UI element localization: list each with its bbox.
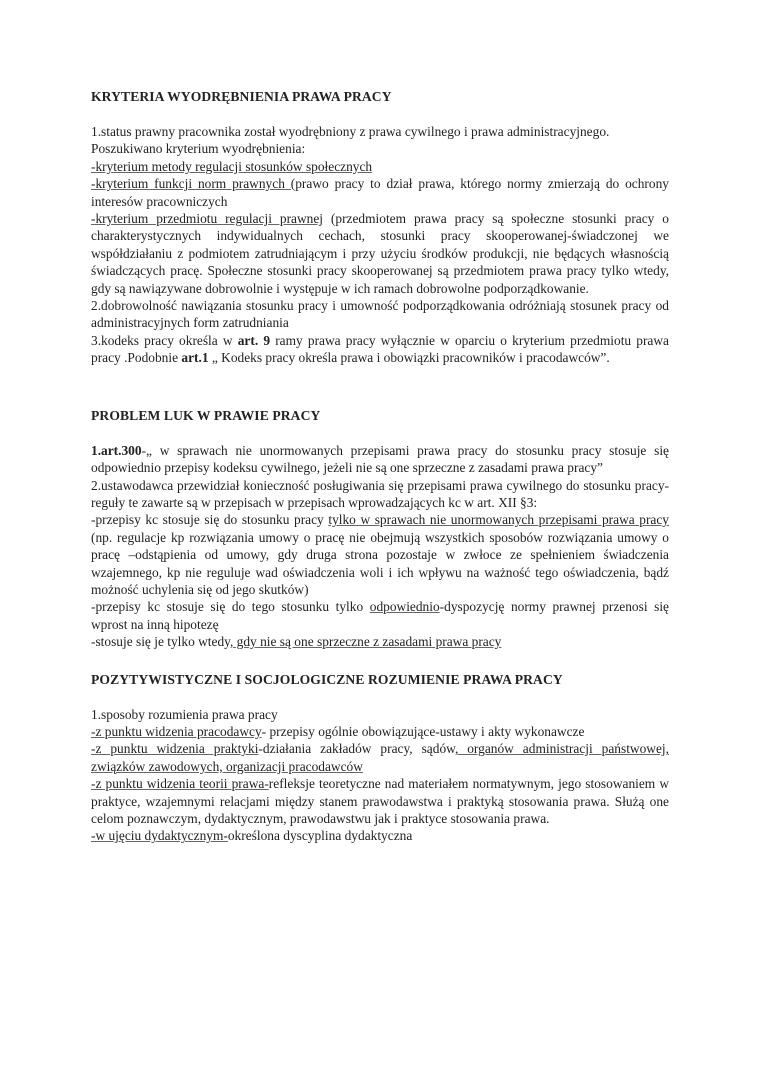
- heading-problem-luk: PROBLEM LUK W PRAWIE PRACY: [91, 407, 321, 423]
- s1-criterion-1-text: -kryterium metody regulacji stosunków społecznych: [91, 158, 373, 174]
- s1-criterion-1: [91, 158, 669, 175]
- s1-p4-art1: art.1: [181, 350, 209, 366]
- s1-criterion-2-desc: (prawo pracy to dział prawa, którego normy zmierzają do ochrony interesów pracowniczych: [91, 176, 669, 209]
- s3-item-3-term: -z punktu widzenia teorii prawa-: [91, 776, 269, 792]
- s3-item-1: [91, 723, 669, 740]
- s1-paragraph-4: [91, 332, 669, 367]
- s1-criterion-3-desc: (przedmiotem prawa pracy są społeczne stosunki pracy o charakterystycznych indywidualnych cechach, stosunki pracy skooperowanej-świadczonej we współdziałaniu z podmiotem zatrudniającym i przy użyciu środków produkcji, nie będących własnością świadczących pracę. Społeczne stosunki pracy skooperowanej są przedmiotem prawa pracy tylko wtedy, gdy są nawiązywane dobrowolnie i występuje w ich ramach dobrowolne podporządkowanie.: [91, 211, 669, 296]
- s3-item-3-desc: refleksje teoretyczne nad materiałem normatywnym, jego stosowaniem w praktyce, wzajemnymi relacjami między stanem prawodawstwa i praktyką stosowania prawa. Służą one celom poznawczym, dydaktycznym, prawodawstwu jak i praktyce stosowania prawa.: [91, 776, 669, 826]
- s2-p3-underlined: tylko w sprawach nie unormowanych przepisami prawa pracy: [328, 512, 670, 528]
- s1-p4-art9: art. 9: [237, 332, 271, 348]
- s1-criterion-3: [91, 210, 669, 297]
- s1-criterion-2-term: -kryterium funkcji norm prawnych: [91, 176, 291, 192]
- s3-item-2-term-2: , organów administracji państwowej, związków zawodowych, organizacji pracodawców: [91, 741, 669, 774]
- s2-p1-text: -„ w sprawach nie unormowanych przepisami prawa pracy do stosunku pracy stosuje się odpowiednio przepisy kodeksu cywilnego, jeżeli nie są one sprzeczne z zasadami prawa pracy”: [91, 442, 669, 476]
- s2-paragraph-5: [91, 633, 669, 650]
- s1-p4-part-a: 3.kodeks pracy określa w: [91, 332, 238, 348]
- s3-item-4: [91, 827, 669, 844]
- s3-item-4-term: -w ujęciu dydaktycznym-: [91, 828, 228, 844]
- s1-paragraph-2: Poszukiwano kryterium wyodrębnienia:: [91, 141, 306, 157]
- s2-paragraph-3: [91, 511, 669, 598]
- s2-paragraph-4: [91, 598, 669, 633]
- s1-p4-part-c: ramy prawa pracy wyłącznie w oparciu o kryterium przedmiotu prawa pracy .Podobnie: [91, 332, 669, 366]
- s3-item-3: [91, 775, 669, 827]
- s1-criterion-2: [91, 175, 669, 210]
- s1-paragraph-3: 2.dobrowolność nawiązania stosunku pracy i umowność podporządkowania odróżniają stosunek pracy od administracyjnych form zatrudniania: [91, 298, 669, 331]
- s2-paragraph-2: 2.ustawodawca przewidział konieczność posługiwania się przepisami prawa cywilnego do stosunku pracy-reguły te zawarte są w przepisach w przepisach wprowadzających kc w art. XII §3:: [91, 477, 669, 510]
- s2-p4-underlined: odpowiednio: [369, 599, 440, 615]
- s2-p3-part-a: -przepisy kc stosuje się do stosunku pracy: [91, 512, 329, 528]
- s2-p5-underlined: , gdy nie są one sprzeczne z zasadami prawa pracy: [229, 634, 502, 650]
- s1-p4-part-e: „ Kodeks pracy określa prawa i obowiązki pracowników i pracodawców”.: [208, 350, 610, 366]
- s2-p5-part-a: -stosuje się je tylko wtedy: [91, 634, 230, 650]
- s3-item-4-desc: określona dyscyplina dydaktyczna: [227, 828, 413, 844]
- s1-criterion-3-term: -kryterium przedmiotu regulacji prawnej: [91, 211, 323, 227]
- s2-paragraph-1: [91, 442, 669, 477]
- document-body: [91, 88, 669, 845]
- s3-item-2: [91, 740, 669, 775]
- s3-item-1-term: -z punktu widzenia pracodawcy: [91, 723, 262, 739]
- s3-item-1-desc: - przepisy ogólnie obowiązujące-ustawy i akty wykonawcze: [261, 723, 585, 739]
- s2-p3-part-b: (np. regulacje kp rozwiązania umowy o pracę nie obejmują wszystkich sposobów rozwiązania umowy o pracę –odstąpienia od umowy, gdy druga strona pozostaje w zwłoce ze spełnieniem świadczenia wzajemnego, kp nie reguluje wad oświadczenia woli i ich wpływu na ważność tego oświadczenia, bądź możność uchylenia się od jego skutków): [91, 529, 669, 597]
- s2-p4-part-a: -przepisy kc stosuje się do tego stosunku tylko: [91, 599, 370, 615]
- s2-p4-part-b: -dyspozycję normy prawnej przenosi się wprost na inną hipotezę: [91, 599, 670, 632]
- heading-pozytywistyczne: POZYTYWISTYCZNE I SOCJOLOGICZNE ROZUMIENIE PRAWA PRACY: [91, 671, 563, 687]
- s1-paragraph-1: 1.status prawny pracownika został wyodrębniony z prawa cywilnego i prawa administracyjnego.: [91, 124, 610, 139]
- heading-kryteria: KRYTERIA WYODRĘBNIENIA PRAWA PRACY: [91, 89, 392, 104]
- s3-paragraph-1: 1.sposoby rozumienia prawa pracy: [91, 706, 278, 722]
- s3-item-2-desc: -działania zakładów pracy, sądów: [258, 741, 455, 757]
- s2-art300: 1.art.300: [91, 442, 142, 458]
- s3-item-2-term: -z punktu widzenia praktyki: [91, 741, 259, 757]
